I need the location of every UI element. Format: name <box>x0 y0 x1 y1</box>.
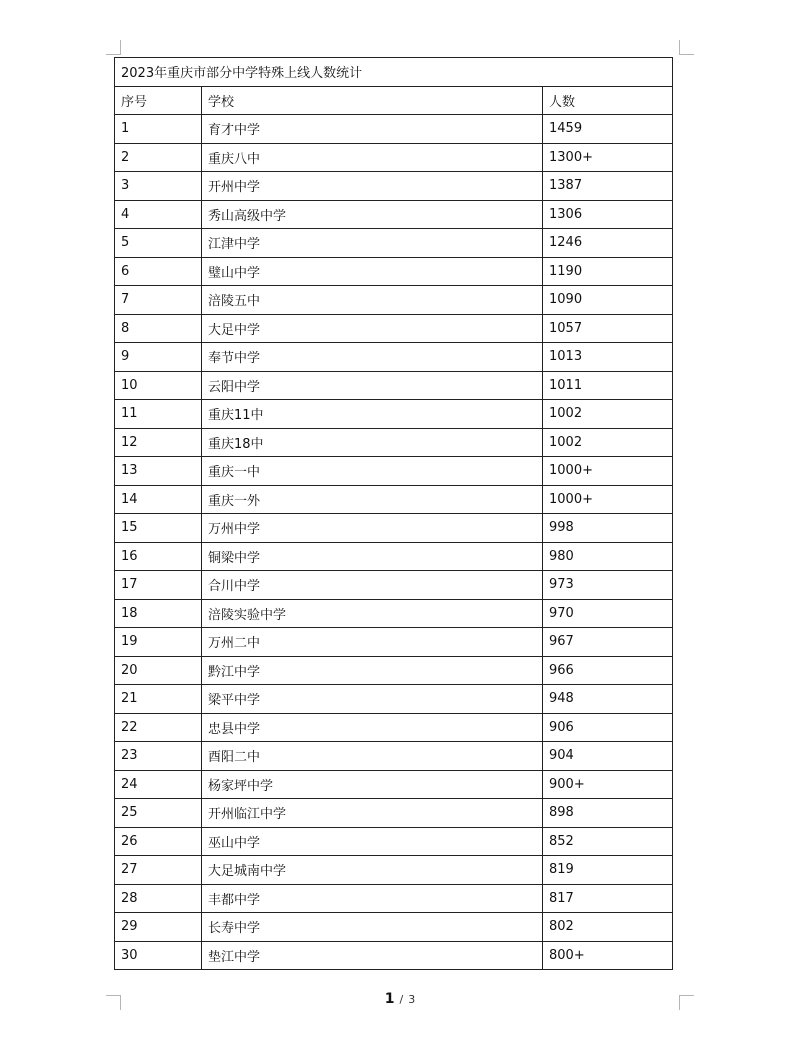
row-count: 973 <box>543 571 673 600</box>
row-count: 1246 <box>543 229 673 258</box>
crop-mark-top-left <box>106 40 121 55</box>
table-row <box>115 941 673 970</box>
row-index: 24 <box>115 770 202 799</box>
row-index: 23 <box>115 742 202 771</box>
table-row <box>115 286 673 315</box>
row-school: 江津中学 <box>202 229 543 258</box>
row-school: 大足中学 <box>202 314 543 343</box>
row-school: 涪陵实验中学 <box>202 599 543 628</box>
row-index: 2 <box>115 143 202 172</box>
row-school: 万州中学 <box>202 514 543 543</box>
row-index: 25 <box>115 799 202 828</box>
row-school: 重庆一外 <box>202 485 543 514</box>
row-school: 涪陵五中 <box>202 286 543 315</box>
row-index: 22 <box>115 713 202 742</box>
table-row <box>115 599 673 628</box>
row-index: 10 <box>115 371 202 400</box>
row-count: 1459 <box>543 115 673 144</box>
row-count: 1057 <box>543 314 673 343</box>
table-row <box>115 628 673 657</box>
row-school: 重庆18中 <box>202 428 543 457</box>
table-row <box>115 856 673 885</box>
row-school: 垫江中学 <box>202 941 543 970</box>
row-index: 30 <box>115 941 202 970</box>
row-count: 819 <box>543 856 673 885</box>
row-count: 970 <box>543 599 673 628</box>
row-school: 重庆八中 <box>202 143 543 172</box>
row-count: 1306 <box>543 200 673 229</box>
table-row <box>115 827 673 856</box>
row-school: 长寿中学 <box>202 913 543 942</box>
total-pages: 3 <box>408 993 416 1006</box>
row-count: 980 <box>543 542 673 571</box>
row-index: 13 <box>115 457 202 486</box>
row-count: 904 <box>543 742 673 771</box>
table-body <box>115 58 673 970</box>
table-row <box>115 115 673 144</box>
row-index: 16 <box>115 542 202 571</box>
table-row <box>115 656 673 685</box>
page-separator: / <box>399 993 404 1006</box>
table-row <box>115 685 673 714</box>
row-index: 14 <box>115 485 202 514</box>
row-index: 15 <box>115 514 202 543</box>
row-index: 8 <box>115 314 202 343</box>
row-count: 1090 <box>543 286 673 315</box>
row-school: 巫山中学 <box>202 827 543 856</box>
row-school: 开州临江中学 <box>202 799 543 828</box>
table-row <box>115 514 673 543</box>
row-school: 云阳中学 <box>202 371 543 400</box>
table-row <box>115 172 673 201</box>
row-school: 酉阳二中 <box>202 742 543 771</box>
row-school: 万州二中 <box>202 628 543 657</box>
row-school: 重庆一中 <box>202 457 543 486</box>
row-count: 898 <box>543 799 673 828</box>
page-number <box>0 991 800 1007</box>
table-row <box>115 371 673 400</box>
table-row <box>115 257 673 286</box>
row-school: 璧山中学 <box>202 257 543 286</box>
row-school: 育才中学 <box>202 115 543 144</box>
table-row <box>115 884 673 913</box>
row-school: 黔江中学 <box>202 656 543 685</box>
current-page: 1 <box>384 991 395 1007</box>
row-count: 800+ <box>543 941 673 970</box>
header-school: 学校 <box>202 86 543 115</box>
table-row <box>115 485 673 514</box>
row-count: 967 <box>543 628 673 657</box>
row-index: 29 <box>115 913 202 942</box>
row-index: 3 <box>115 172 202 201</box>
row-index: 4 <box>115 200 202 229</box>
row-count: 1190 <box>543 257 673 286</box>
row-school: 奉节中学 <box>202 343 543 372</box>
row-index: 11 <box>115 400 202 429</box>
table-header-row <box>115 86 673 115</box>
table-row <box>115 314 673 343</box>
row-index: 5 <box>115 229 202 258</box>
table-row <box>115 400 673 429</box>
row-school: 铜梁中学 <box>202 542 543 571</box>
table-row <box>115 542 673 571</box>
row-count: 1013 <box>543 343 673 372</box>
table-row <box>115 457 673 486</box>
row-school: 丰都中学 <box>202 884 543 913</box>
row-count: 1011 <box>543 371 673 400</box>
row-count: 817 <box>543 884 673 913</box>
row-index: 21 <box>115 685 202 714</box>
crop-mark-top-right <box>679 40 694 55</box>
row-index: 20 <box>115 656 202 685</box>
row-index: 6 <box>115 257 202 286</box>
table-row <box>115 428 673 457</box>
row-school: 重庆11中 <box>202 400 543 429</box>
table-row <box>115 200 673 229</box>
row-index: 18 <box>115 599 202 628</box>
row-index: 19 <box>115 628 202 657</box>
row-count: 900+ <box>543 770 673 799</box>
row-count: 1000+ <box>543 457 673 486</box>
row-index: 26 <box>115 827 202 856</box>
row-school: 秀山高级中学 <box>202 200 543 229</box>
header-count: 人数 <box>543 86 673 115</box>
table-row <box>115 143 673 172</box>
table-title: 2023年重庆市部分中学特殊上线人数统计 <box>115 58 673 87</box>
row-school: 忠县中学 <box>202 713 543 742</box>
table-row <box>115 913 673 942</box>
row-count: 1002 <box>543 428 673 457</box>
row-index: 27 <box>115 856 202 885</box>
row-count: 802 <box>543 913 673 942</box>
statistics-table <box>114 57 673 970</box>
table-row <box>115 713 673 742</box>
table-row <box>115 799 673 828</box>
row-count: 998 <box>543 514 673 543</box>
row-count: 1002 <box>543 400 673 429</box>
header-index: 序号 <box>115 86 202 115</box>
row-count: 1387 <box>543 172 673 201</box>
row-index: 1 <box>115 115 202 144</box>
table-row <box>115 229 673 258</box>
row-index: 12 <box>115 428 202 457</box>
table-row <box>115 742 673 771</box>
row-school: 开州中学 <box>202 172 543 201</box>
row-count: 1000+ <box>543 485 673 514</box>
row-count: 1300+ <box>543 143 673 172</box>
row-school: 合川中学 <box>202 571 543 600</box>
table-row <box>115 770 673 799</box>
table-row <box>115 571 673 600</box>
row-school: 梁平中学 <box>202 685 543 714</box>
row-count: 948 <box>543 685 673 714</box>
row-school: 杨家坪中学 <box>202 770 543 799</box>
row-count: 966 <box>543 656 673 685</box>
table-title-row <box>115 58 673 87</box>
table-row <box>115 343 673 372</box>
row-count: 852 <box>543 827 673 856</box>
row-index: 17 <box>115 571 202 600</box>
row-index: 28 <box>115 884 202 913</box>
row-index: 7 <box>115 286 202 315</box>
row-school: 大足城南中学 <box>202 856 543 885</box>
row-count: 906 <box>543 713 673 742</box>
row-index: 9 <box>115 343 202 372</box>
